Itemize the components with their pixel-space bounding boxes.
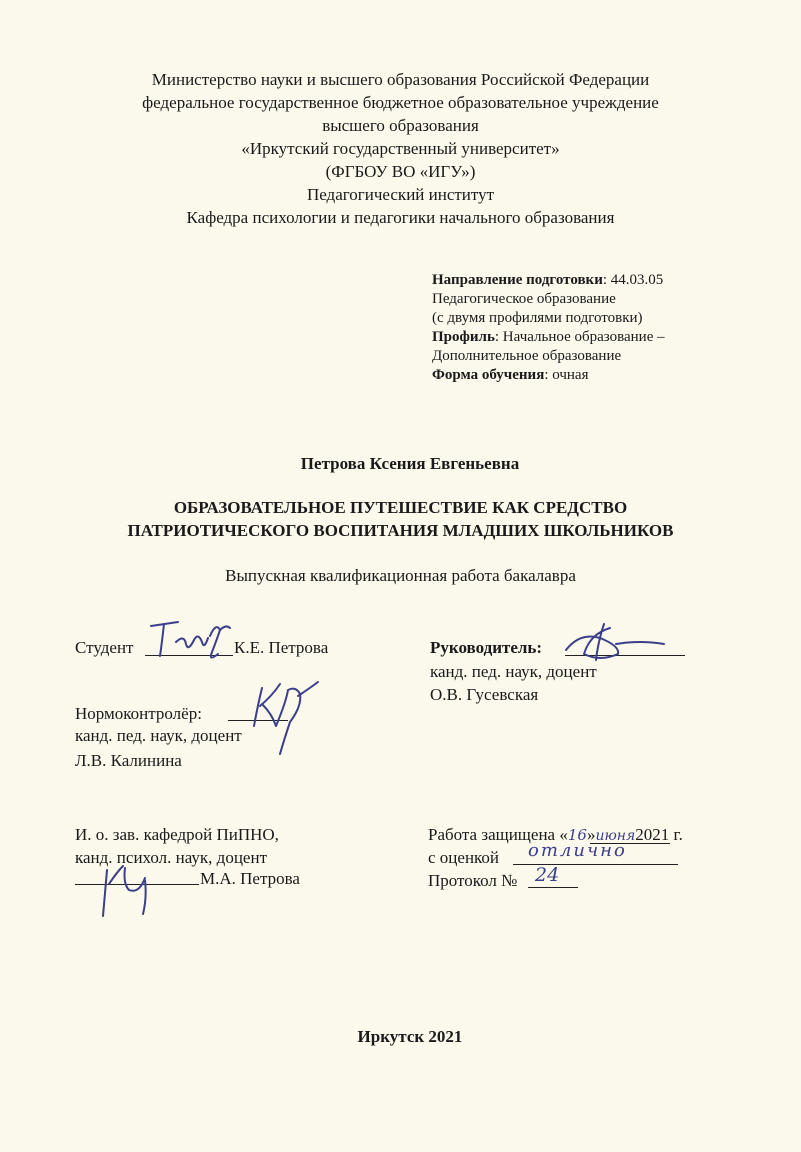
study-form-label: Форма обучения: [432, 367, 545, 383]
grade-value: отлично: [528, 840, 627, 861]
work-type: Выпускная квалификационная работа бакалавра: [225, 566, 576, 585]
protocol-line: [528, 887, 578, 888]
institution-type-line: федеральное государственное бюджетное образовательное учреждение: [142, 93, 659, 112]
institute-name: Педагогический институт: [306, 185, 495, 204]
department-name: Кафедра психологии и педагогики начального образования: [186, 208, 615, 227]
city-year: Иркутск 2021: [357, 1027, 463, 1046]
head-of-department-name: М.А. Петрова: [200, 869, 300, 888]
thesis-title-line-1: ОБРАЗОВАТЕЛЬНОЕ ПУТЕШЕСТВИЕ КАК СРЕДСТВО: [173, 498, 628, 517]
ministry-line: Министерство науки и высшего образования Российской Федерации: [151, 70, 650, 89]
normcontrol-name: Л.В. Калинина: [75, 751, 182, 770]
profile-line: [432, 328, 665, 347]
study-form-value: : очная: [544, 367, 589, 383]
supervisor-label: Руководитель:: [430, 638, 543, 657]
student-signature: [146, 612, 236, 664]
normcontrol-label: Нормоконтролёр:: [75, 704, 202, 723]
author-name: Петрова Ксения Евгеньевна: [300, 454, 520, 473]
defense-quote-close: »: [586, 825, 596, 844]
direction-profiles-note: (с двумя профилями подготовки): [432, 310, 643, 326]
protocol-number: 24: [535, 864, 560, 886]
university-name: «Иркутский государственный университет»: [241, 139, 560, 158]
supervisor-degree: канд. пед. наук, доцент: [430, 662, 597, 681]
grade-label: с оценкой: [428, 848, 500, 867]
profile-value: : Начальное образование –: [494, 329, 665, 345]
profile-label: Профиль: [432, 329, 495, 345]
study-form-line: [432, 366, 588, 385]
defense-month: июня: [595, 828, 636, 844]
direction-code: : 44.03.05: [602, 272, 664, 288]
profile-line-2: Дополнительное образование: [432, 348, 622, 364]
student-name: К.Е. Петрова: [234, 638, 329, 657]
head-of-department-title: И. о. зав. кафедрой ПиПНО,: [75, 825, 279, 844]
student-label: Студент: [75, 638, 134, 657]
normcontrol-degree: канд. пед. наук, доцент: [75, 726, 242, 745]
education-level-line: высшего образования: [322, 116, 479, 135]
normcontrol-signature: [240, 674, 330, 764]
direction-line: [432, 271, 663, 290]
defense-year: 2021 г.: [635, 825, 683, 844]
defense-prefix: Работа защищена «: [428, 825, 568, 844]
thesis-title-line-2: ПАТРИОТИЧЕСКОГО ВОСПИТАНИЯ МЛАДШИХ ШКОЛЬНИКОВ: [127, 521, 674, 540]
supervisor-name: О.В. Гусевская: [430, 685, 539, 704]
defense-day: 16: [567, 826, 587, 844]
supervisor-signature: [560, 620, 670, 664]
university-abbreviation: (ФГБОУ ВО «ИГУ»): [325, 162, 476, 181]
direction-name: Педагогическое образование: [432, 291, 616, 307]
head-signature: [95, 850, 165, 922]
direction-label: Направление подготовки: [432, 272, 603, 288]
protocol-label: Протокол №: [428, 871, 518, 890]
head-of-department-degree: канд. психол. наук, доцент: [75, 848, 268, 867]
